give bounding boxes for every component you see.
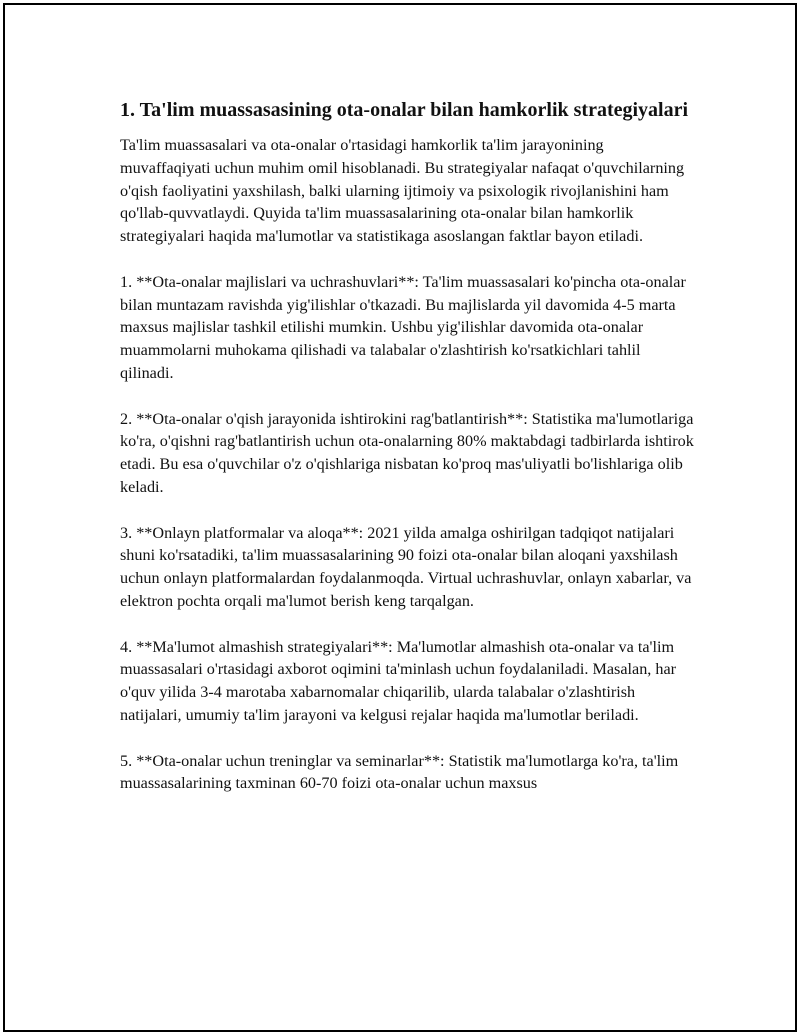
document-body [120,97,695,818]
paragraph-parent-participation: 2. **Ota-onalar o'qish jarayonida ishtirokini rag'batlantirish**: Statistika ma'lumotlariga ko'ra, o'qishni rag'batlantirish uchun ota-onalarning 80% maktabdagi tadbirlarda ishtirok etadi. Bu esa o'quvchilar o'z o'qishlariga nisbatan ko'proq mas'uliyatli bo'lishlariga olib keladi. [120,409,694,496]
paragraph-trainings-seminars: 5. **Ota-onalar uchun treninglar va seminarlar**: Statistik ma'lumotlarga ko'ra, ta'lim muassasalarining taxminan 60-70 foizi ota-onalar uchun maxsus [120,751,679,793]
paragraph-information-exchange: 4. **Ma'lumot almashish strategiyalari**: Ma'lumotlar almashish ota-onalar va ta'lim muassasalari o'rtasidagi axborot oqimini ta'minlash uchun foydalaniladi. Masalan, har o'quv yilida 3-4 marotaba xabarnomalar chiqarilib, ularda talabalar o'zlashtirish natijalari, umumiy ta'lim jarayoni va kelgusi rejalar haqida ma'lumotlar beriladi. [120,637,677,724]
intro-paragraph: Ta'lim muassasalari va ota-onalar o'rtasidagi hamkorlik ta'lim jarayonining muvaffaqiyati uchun muhim omil hisoblanadi. Bu strategiyalar nafaqat o'quvchilarning o'qish faoliyatini yaxshilash, balki ularning ijtimoiy va psixologik rivojlanishini ham qo'llab-quvvatlaydi. Quyida ta'lim muassasalarining ota-onalar bilan hamkorlik strategiyalari haqida ma'lumotlar va statistikaga asoslangan faktlar bayon etiladi. [120,136,685,246]
paragraph-online-platforms: 3. **Onlayn platformalar va aloqa**: 2021 yilda amalga oshirilgan tadqiqot natijalari shuni ko'rsatadiki, ta'lim muassasalarining 90 foizi ota-onalar bilan aloqani yaxshilash uchun onlayn platformalardan foydalanmoqda. Virtual uchrashuvlar, onlayn xabarlar, va elektron pochta orqali ma'lumot berish keng tarqalgan. [120,523,692,610]
section-heading: 1. Ta'lim muassasasining ota-onalar bilan hamkorlik strategiyalari [120,99,689,121]
paragraph-parent-meetings: 1. **Ota-onalar majlislari va uchrashuvlari**: Ta'lim muassasalari ko'pincha ota-onalar bilan muntazam ravishda yig'ilishlar o'tkazadi. Bu majlislarda yil davomida 4-5 marta maxsus majlislar tashkil etilishi mumkin. Ushbu yig'ilishlar davomida ota-onalar muammolarni muhokama qilishadi va talabalar o'zlashtirish ko'rsatkichlari tahlil qilinadi. [120,272,686,382]
document-page [3,3,797,1032]
